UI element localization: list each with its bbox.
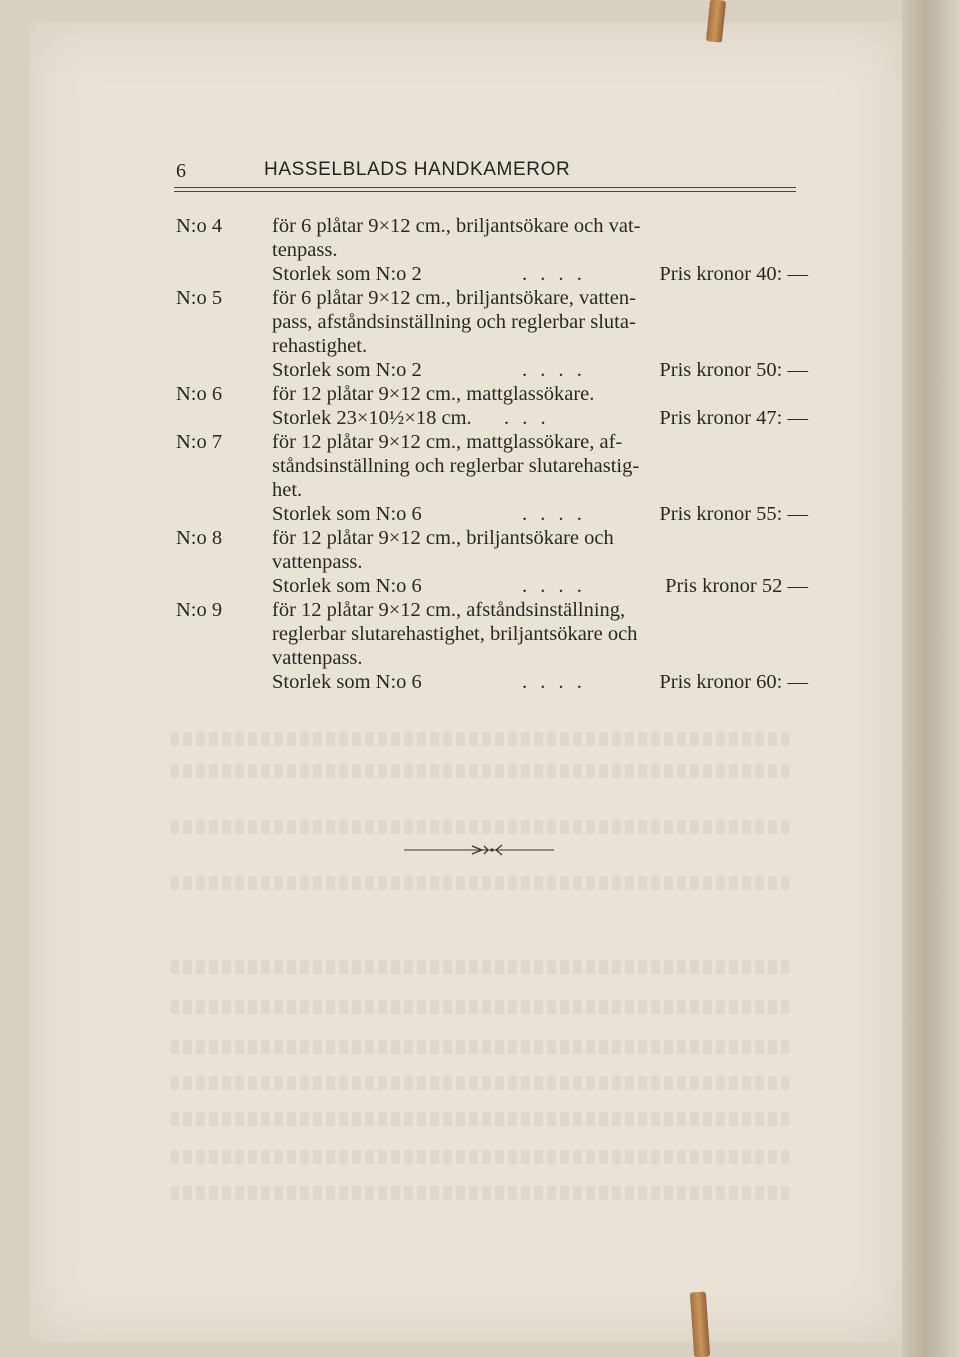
item-description: för 12 plåtar 9×12 cm., briljantsökare och [272, 527, 614, 549]
size-text: Storlek som N:o 6 [272, 503, 422, 525]
item-number: N:o 8 [176, 527, 223, 549]
item-number: N:o 9 [176, 599, 223, 621]
item-description: vattenpass. [272, 551, 363, 573]
ornament-divider-icon [404, 842, 554, 858]
leader-dots: . . . . [522, 359, 586, 381]
price-text: Pris kronor 60: — [659, 671, 808, 693]
item-description: vattenpass. [272, 647, 363, 669]
size-text: Storlek som N:o 6 [272, 671, 422, 693]
leader-dots: . . . . [522, 503, 586, 525]
item-description: reglerbar slutarehastighet, briljantsökare och [272, 623, 638, 645]
leader-dots: . . . . [522, 575, 586, 597]
item-description: för 12 plåtar 9×12 cm., mattglassökare. [272, 383, 595, 405]
price-line [272, 502, 808, 526]
item-description: för 12 plåtar 9×12 cm., mattglassökare, af- [272, 431, 623, 453]
item-description: pass, afståndsinställning och reglerbar sluta- [272, 311, 636, 333]
price-line [272, 574, 808, 598]
leader-dots: . . . [504, 407, 550, 429]
item-description: för 12 plåtar 9×12 cm., afståndsinställning, [272, 599, 626, 621]
leader-dots: . . . . [522, 671, 586, 693]
running-head: HASSELBLADS HANDKAMEROR [264, 159, 571, 180]
size-text: Storlek 23×10½×18 cm. [272, 407, 472, 429]
item-description: ståndsinställning och reglerbar slutarehastig- [272, 455, 640, 477]
item-description: tenpass. [272, 239, 338, 261]
item-number: N:o 5 [176, 287, 223, 309]
header-rule [174, 187, 796, 192]
price-text: Pris kronor 40: — [659, 263, 808, 285]
size-text: Storlek som N:o 2 [272, 263, 422, 285]
item-number: N:o 6 [176, 383, 223, 405]
leader-dots: . . . . [522, 263, 586, 285]
book-gutter [902, 0, 960, 1357]
price-line [272, 262, 808, 286]
price-text: Pris kronor 47: — [659, 407, 808, 429]
size-text: Storlek som N:o 2 [272, 359, 422, 381]
page-header [176, 158, 796, 188]
item-number: N:o 4 [176, 215, 223, 237]
price-text: Pris kronor 55: — [659, 503, 808, 525]
price-line [272, 406, 808, 430]
size-text: Storlek som N:o 6 [272, 575, 422, 597]
page-number: 6 [176, 160, 186, 182]
item-description: rehastighet. [272, 335, 368, 357]
price-text: Pris kronor 52 — [665, 575, 808, 597]
item-description: het. [272, 479, 303, 501]
price-text: Pris kronor 50: — [659, 359, 808, 381]
item-description: för 6 plåtar 9×12 cm., briljantsökare, vatten- [272, 287, 636, 309]
price-line [272, 358, 808, 382]
item-description: för 6 plåtar 9×12 cm., briljantsökare och vat- [272, 215, 641, 237]
item-number: N:o 7 [176, 431, 223, 453]
price-line [272, 670, 808, 694]
